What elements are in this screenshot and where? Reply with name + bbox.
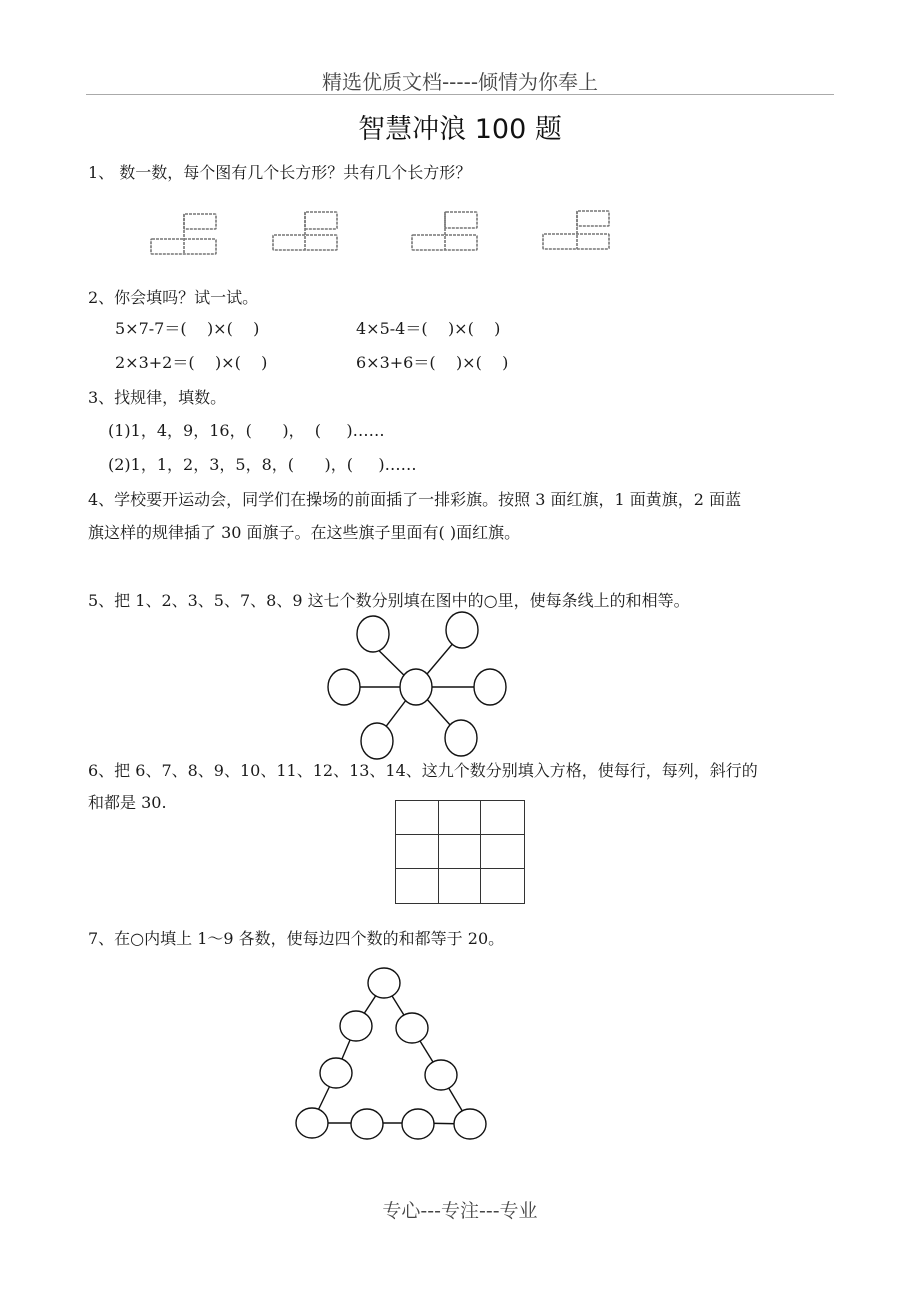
equation-2: 4×5-4＝( )×( ): [356, 319, 501, 338]
sequence-1: (1)1，4，9，16，( )， ( )……: [108, 421, 385, 440]
circle-bottom-1: [296, 1108, 328, 1138]
circle-bottom-4: [454, 1109, 486, 1139]
question-4-line-1: 4、学校要开运动会，同学们在操场的前面插了一排彩旗。按照 3 面红旗，1 面黄旗，2 面蓝: [88, 490, 742, 509]
equation-1: 5×7-7＝( )×( ): [115, 319, 260, 338]
question-4-line-2: 旗这样的规律插了 30 面旗子。在这些旗子里面有( )面红旗。: [88, 523, 521, 542]
circle-bottom-3: [402, 1109, 434, 1139]
circle-apex: [368, 968, 400, 998]
question-7-text: 7、在○内填上 1～9 各数，使每边四个数的和都等于 20。: [88, 929, 505, 948]
circle-right-1: [396, 1013, 428, 1043]
question-3-text: 3、找规律，填数。: [88, 388, 227, 407]
question-6-line-1: 6、把 6、7、8、9、10、11、12、13、14、这九个数分别填入方格，使每行，每列，斜行的: [88, 761, 758, 780]
circle-left-2: [320, 1058, 352, 1088]
question-1-text: 1、 数一数，每个图有几个长方形？共有几个长方形？: [88, 163, 472, 182]
circle-bottom-2: [351, 1109, 383, 1139]
circle-left-1: [340, 1011, 372, 1041]
question-2-text: 2、你会填吗？试一试。: [88, 288, 259, 307]
circle-right-2: [425, 1060, 457, 1090]
equation-4: 6×3+6＝( )×( ): [356, 353, 509, 372]
equation-3: 2×3+2＝( )×( ): [115, 353, 268, 372]
page-header: 精选优质文档-----倾情为你奉上: [321, 70, 599, 94]
question-5-text: 5、把 1、2、3、5、7、8、9 这七个数分别填在图中的○里，使每条线上的和相等。: [88, 591, 690, 610]
page-title: 智慧冲浪 100 题: [358, 114, 562, 145]
question-6-line-2: 和都是 30.: [88, 793, 167, 812]
sequence-2: (2)1，1，2，3，5，8，( )，( )……: [108, 455, 417, 474]
page-footer: 专心---专注---专业: [382, 1200, 538, 1222]
